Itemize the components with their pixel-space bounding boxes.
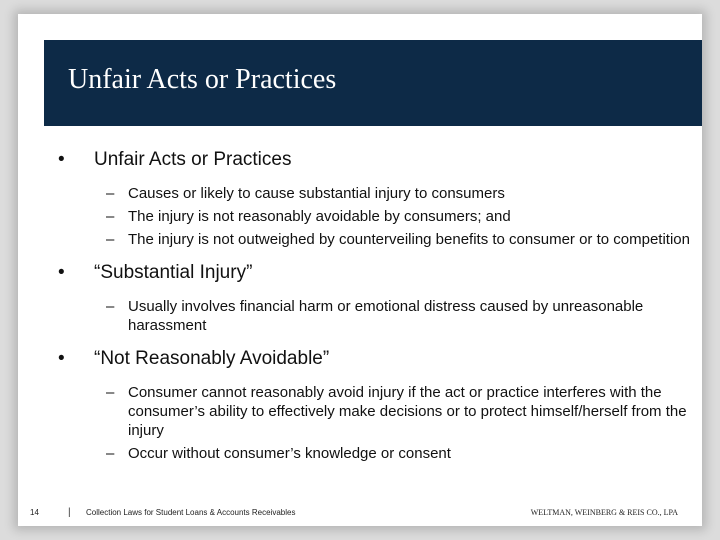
title-bar	[44, 40, 702, 126]
sub-bullet-marker: –	[106, 298, 115, 315]
sub-bullet-item	[58, 383, 698, 440]
firm-name: WELTMAN, WEINBERG & REIS CO., LPA	[530, 508, 678, 517]
sub-bullet-text: The injury is not reasonably avoidable by consumers; and	[128, 208, 511, 225]
sub-bullet-marker: –	[106, 384, 115, 401]
sub-bullet-text: Occur without consumer’s knowledge or consent	[128, 445, 451, 462]
bullet-text: “Substantial Injury”	[94, 262, 253, 283]
bullet-item	[58, 148, 698, 172]
slide	[18, 14, 702, 526]
bullet-marker: •	[58, 262, 65, 283]
bullet-marker: •	[58, 348, 65, 369]
bullet-item	[58, 261, 698, 285]
sub-bullet-marker: –	[106, 445, 115, 462]
course-title: Collection Laws for Student Loans & Accounts Receivables	[86, 508, 296, 517]
sub-bullet-marker: –	[106, 231, 115, 248]
bullet-item	[58, 347, 698, 371]
sub-bullet-text: Causes or likely to cause substantial injury to consumers	[128, 185, 505, 202]
slide-footer	[18, 508, 702, 522]
sub-bullet-marker: –	[106, 185, 115, 202]
bullet-text: “Not Reasonably Avoidable”	[94, 348, 330, 369]
slide-content	[58, 148, 698, 463]
sub-bullet-text: Consumer cannot reasonably avoid injury if the act or practice interferes with the consumer’s ability to effectively make decisions or to protect himself/herself from the injury	[128, 384, 687, 439]
slide-title: Unfair Acts or Practices	[68, 64, 337, 95]
bullet-marker: •	[58, 149, 65, 170]
sub-bullet-item	[58, 444, 698, 463]
sub-bullet-text: Usually involves financial harm or emotional distress caused by unreasonable harassment	[128, 298, 644, 334]
sub-bullet-item	[58, 297, 698, 335]
sub-bullet-item	[58, 184, 698, 203]
sub-bullet-item	[58, 207, 698, 226]
footer-separator: |	[68, 507, 71, 518]
sub-bullet-marker: –	[106, 208, 115, 225]
bullet-text: Unfair Acts or Practices	[94, 149, 292, 170]
sub-bullet-item	[58, 230, 698, 249]
page-number: 14	[30, 508, 39, 517]
sub-bullet-text: The injury is not outweighed by counterveiling benefits to consumer or to competition	[128, 231, 690, 248]
